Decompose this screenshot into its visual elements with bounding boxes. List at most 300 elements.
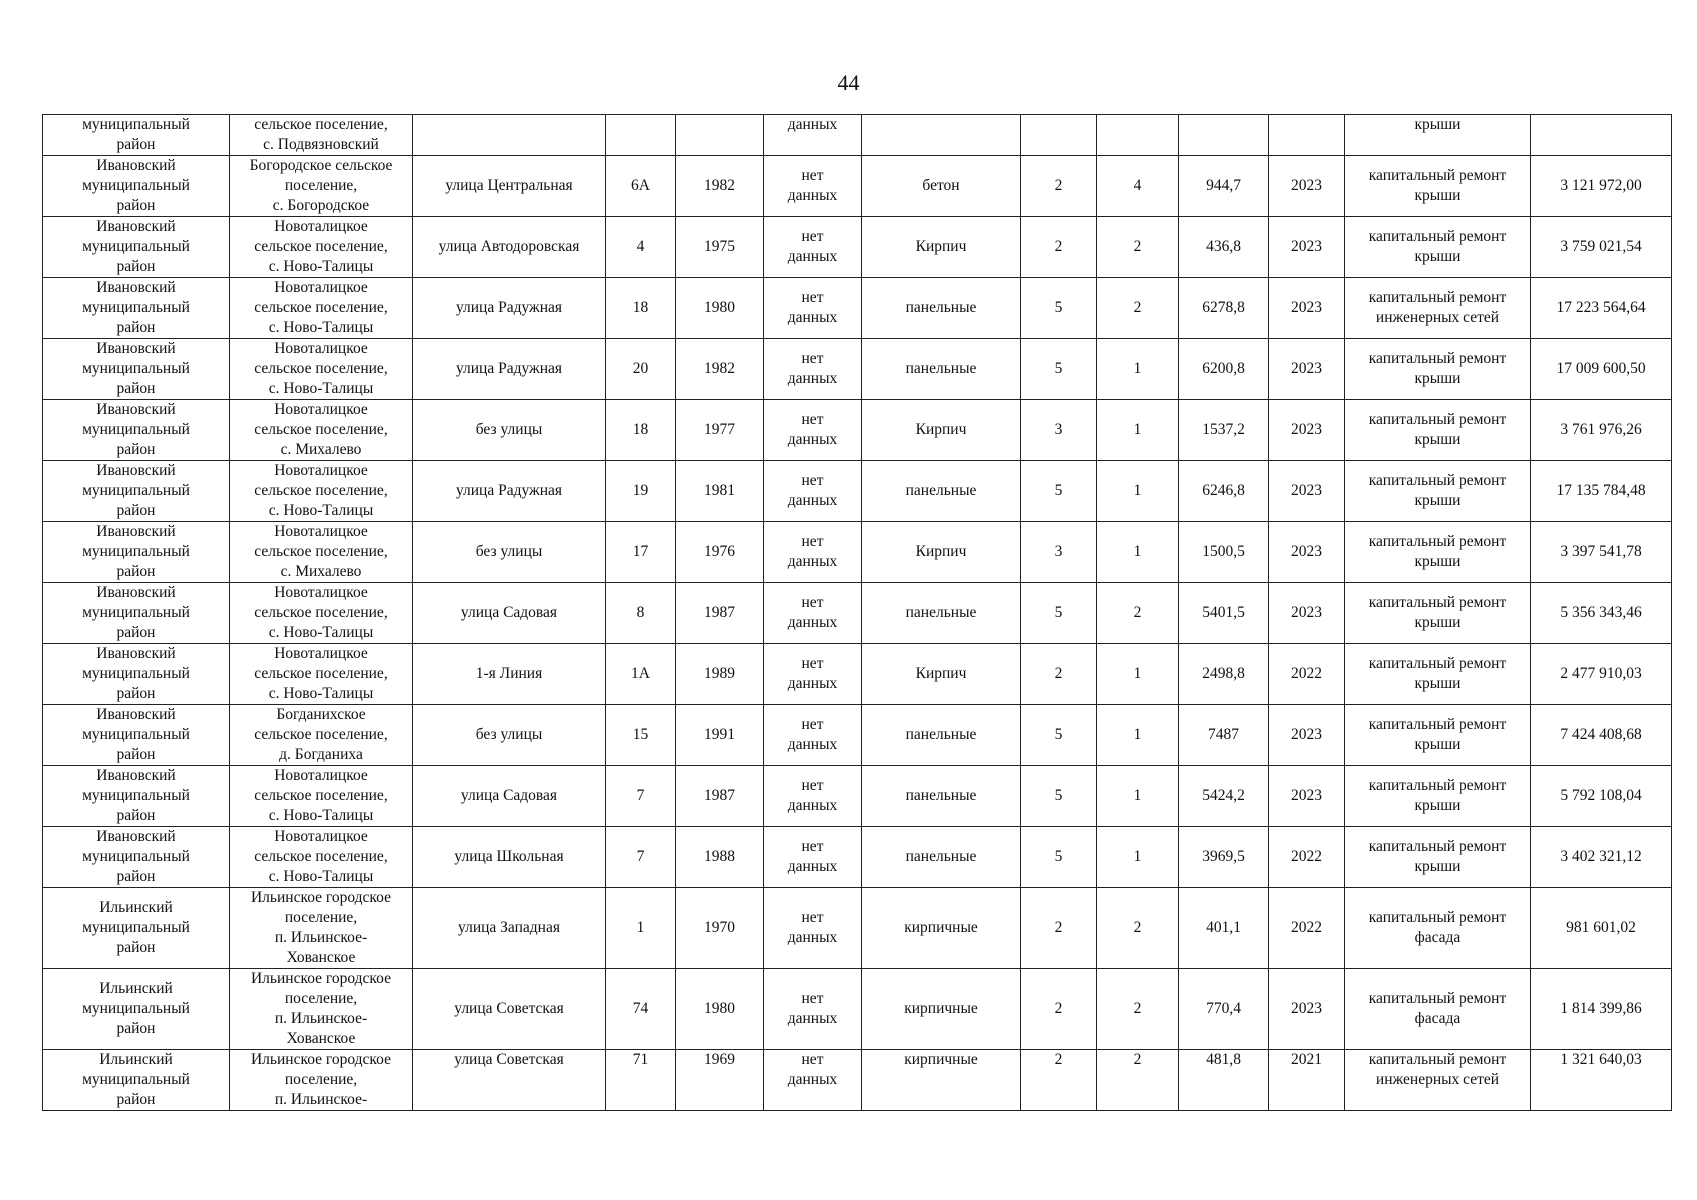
plan-year-cell (1269, 115, 1345, 156)
table-row (43, 278, 1672, 339)
cell-line: Хованское (286, 949, 356, 966)
cell-line: район (116, 685, 156, 702)
cell-line: капитальный ремонт (1368, 594, 1507, 611)
floors-cell: 2 (1021, 888, 1097, 969)
district-cell (43, 969, 230, 1050)
cell-line: нет (801, 655, 824, 672)
entrances-cell: 2 (1097, 1050, 1179, 1111)
cell-line: данных (787, 675, 838, 692)
work-type-cell (1345, 969, 1531, 1050)
house-number-cell: 1 (606, 888, 676, 969)
work-type-cell (1345, 888, 1531, 969)
build-year-cell: 1977 (676, 400, 764, 461)
cell-line: район (116, 807, 156, 824)
cell-line: капитальный ремонт (1368, 167, 1507, 184)
plan-year-cell: 2021 (1269, 1050, 1345, 1111)
cell-line: нет (801, 1051, 824, 1068)
entrances-cell: 1 (1097, 461, 1179, 522)
floors-cell: 2 (1021, 156, 1097, 217)
cell-line: муниципальный (82, 726, 190, 743)
district-cell (43, 705, 230, 766)
cell-line: муниципальный (82, 543, 190, 560)
table-row (43, 827, 1672, 888)
cost-cell: 5 356 343,46 (1531, 583, 1672, 644)
settlement-cell (230, 766, 413, 827)
entrances-cell: 2 (1097, 583, 1179, 644)
floors-cell: 5 (1021, 461, 1097, 522)
cell-line: Богданихское (276, 706, 366, 723)
cost-cell: 3 759 021,54 (1531, 217, 1672, 278)
cell-line: район (116, 197, 156, 214)
cell-line: нет (801, 990, 824, 1007)
area-cell (1179, 115, 1269, 156)
cell-line: муниципальный (82, 787, 190, 804)
table-row (43, 400, 1672, 461)
street-cell: 1-я Линия (413, 644, 606, 705)
settlement-cell (230, 217, 413, 278)
street-cell: улица Советская (413, 1050, 606, 1111)
house-number-cell: 6А (606, 156, 676, 217)
cell-line: муниципальный (82, 482, 190, 499)
cell-line: крыши (1414, 797, 1461, 814)
cost-cell: 17 223 564,64 (1531, 278, 1672, 339)
street-cell: улица Садовая (413, 766, 606, 827)
cost-cell: 3 397 541,78 (1531, 522, 1672, 583)
district-cell (43, 115, 230, 156)
street-cell: без улицы (413, 705, 606, 766)
cell-line: Ивановский (96, 340, 176, 357)
cell-line: крыши (1414, 614, 1461, 631)
cell-line: крыши (1414, 736, 1461, 753)
cell-line: нет (801, 228, 824, 245)
cell-line: Ильинское городское (250, 1051, 391, 1068)
wall-material-cell: Кирпич (862, 400, 1021, 461)
cell-line: с. Михалево (280, 563, 362, 580)
cell-line: крыши (1414, 187, 1461, 204)
build-year-cell: 1991 (676, 705, 764, 766)
table-row (43, 705, 1672, 766)
cell-line: муниципальный (82, 360, 190, 377)
cell-line: сельское поселение, (254, 482, 388, 499)
house-number-cell (606, 115, 676, 156)
cost-cell: 17 135 784,48 (1531, 461, 1672, 522)
plan-year-cell: 2023 (1269, 400, 1345, 461)
settlement-cell (230, 888, 413, 969)
cell-line: капитальный ремонт (1368, 228, 1507, 245)
reconstruction-cell (764, 644, 862, 705)
wall-material-cell: панельные (862, 278, 1021, 339)
cell-line: район (116, 624, 156, 641)
floors-cell: 5 (1021, 766, 1097, 827)
cell-line: нет (801, 411, 824, 428)
cell-line: капитальный ремонт (1368, 289, 1507, 306)
table-row (43, 888, 1672, 969)
build-year-cell: 1981 (676, 461, 764, 522)
housing-repair-table (42, 114, 1672, 1111)
floors-cell: 2 (1021, 969, 1097, 1050)
reconstruction-cell (764, 217, 862, 278)
wall-material-cell: кирпичные (862, 969, 1021, 1050)
wall-material-cell: Кирпич (862, 217, 1021, 278)
entrances-cell: 4 (1097, 156, 1179, 217)
cell-line: Хованское (286, 1030, 356, 1047)
district-cell (43, 1050, 230, 1111)
work-type-cell (1345, 1050, 1531, 1111)
cell-line: муниципальный (82, 665, 190, 682)
street-cell: улица Школьная (413, 827, 606, 888)
street-cell: улица Радужная (413, 461, 606, 522)
cell-line: нет (801, 594, 824, 611)
cell-line: крыши (1414, 116, 1461, 133)
cost-cell: 1 814 399,86 (1531, 969, 1672, 1050)
cell-line: муниципальный (82, 238, 190, 255)
house-number-cell: 19 (606, 461, 676, 522)
street-cell: улица Центральная (413, 156, 606, 217)
work-type-cell (1345, 115, 1531, 156)
cell-line: Ивановский (96, 218, 176, 235)
floors-cell: 2 (1021, 1050, 1097, 1111)
cell-line: капитальный ремонт (1368, 909, 1507, 926)
wall-material-cell: кирпичные (862, 1050, 1021, 1111)
area-cell: 1500,5 (1179, 522, 1269, 583)
area-cell: 770,4 (1179, 969, 1269, 1050)
cell-line: муниципальный (82, 421, 190, 438)
build-year-cell: 1989 (676, 644, 764, 705)
cell-line: муниципальный (82, 116, 190, 133)
settlement-cell (230, 705, 413, 766)
area-cell: 7487 (1179, 705, 1269, 766)
street-cell: без улицы (413, 522, 606, 583)
wall-material-cell: панельные (862, 705, 1021, 766)
cell-line: данных (787, 492, 838, 509)
cell-line: с. Ново-Талицы (268, 868, 374, 885)
area-cell: 5401,5 (1179, 583, 1269, 644)
cell-line: данных (787, 187, 838, 204)
table-row (43, 522, 1672, 583)
settlement-cell (230, 156, 413, 217)
cost-cell: 1 321 640,03 (1531, 1050, 1672, 1111)
cell-line: сельское поселение, (254, 787, 388, 804)
wall-material-cell: панельные (862, 461, 1021, 522)
cell-line: сельское поселение, (254, 238, 388, 255)
cell-line: капитальный ремонт (1368, 533, 1507, 550)
cell-line: нет (801, 472, 824, 489)
work-type-cell (1345, 644, 1531, 705)
reconstruction-cell (764, 1050, 862, 1111)
cell-line: крыши (1414, 248, 1461, 265)
cost-cell: 2 477 910,03 (1531, 644, 1672, 705)
cell-line: район (116, 136, 156, 153)
cell-line: данных (787, 309, 838, 326)
cell-line: Ильинское городское (250, 889, 391, 906)
cell-line: данных (787, 370, 838, 387)
cell-line: Новоталицкое (274, 462, 368, 479)
plan-year-cell: 2023 (1269, 766, 1345, 827)
settlement-cell (230, 115, 413, 156)
work-type-cell (1345, 522, 1531, 583)
district-cell (43, 461, 230, 522)
cell-line: Ильинский (99, 899, 173, 916)
cell-line: Ивановский (96, 706, 176, 723)
build-year-cell: 1987 (676, 583, 764, 644)
cell-line: нет (801, 167, 824, 184)
build-year-cell (676, 115, 764, 156)
house-number-cell: 1А (606, 644, 676, 705)
build-year-cell: 1988 (676, 827, 764, 888)
cell-line: крыши (1414, 858, 1461, 875)
cell-line: Ивановский (96, 462, 176, 479)
cell-line: крыши (1414, 675, 1461, 692)
cost-cell: 17 009 600,50 (1531, 339, 1672, 400)
cell-line: нет (801, 350, 824, 367)
cell-line: Новоталицкое (274, 340, 368, 357)
district-cell (43, 217, 230, 278)
entrances-cell (1097, 115, 1179, 156)
table-row (43, 339, 1672, 400)
cell-line: капитальный ремонт (1368, 838, 1507, 855)
cell-line: поселение, (284, 990, 358, 1007)
street-cell: улица Садовая (413, 583, 606, 644)
cell-line: с. Ново-Талицы (268, 624, 374, 641)
cell-line: данных (787, 1071, 838, 1088)
reconstruction-cell (764, 583, 862, 644)
cell-line: д. Богданиха (279, 746, 363, 763)
wall-material-cell (862, 115, 1021, 156)
district-cell (43, 278, 230, 339)
house-number-cell: 7 (606, 827, 676, 888)
work-type-cell (1345, 156, 1531, 217)
cell-line: данных (787, 858, 838, 875)
cell-line: п. Ильинское- (274, 1091, 368, 1108)
cell-line: Новоталицкое (274, 584, 368, 601)
cell-line: Новоталицкое (274, 218, 368, 235)
work-type-cell (1345, 583, 1531, 644)
house-number-cell: 74 (606, 969, 676, 1050)
district-cell (43, 827, 230, 888)
cell-line: капитальный ремонт (1368, 990, 1507, 1007)
cell-line: Новоталицкое (274, 645, 368, 662)
build-year-cell: 1980 (676, 969, 764, 1050)
entrances-cell: 1 (1097, 400, 1179, 461)
house-number-cell: 17 (606, 522, 676, 583)
floors-cell: 5 (1021, 339, 1097, 400)
street-cell: без улицы (413, 400, 606, 461)
plan-year-cell: 2022 (1269, 827, 1345, 888)
cell-line: с. Подвязновский (263, 136, 379, 153)
cell-line: данных (787, 614, 838, 631)
plan-year-cell: 2023 (1269, 969, 1345, 1050)
cell-line: сельское поселение, (254, 116, 388, 133)
cell-line: инженерных сетей (1375, 1071, 1500, 1088)
cost-cell: 3 761 976,26 (1531, 400, 1672, 461)
cell-line: с. Ново-Талицы (268, 258, 374, 275)
cell-line: п. Ильинское- (274, 1010, 368, 1027)
cell-line: муниципальный (82, 1000, 190, 1017)
cost-cell: 5 792 108,04 (1531, 766, 1672, 827)
cell-line: данных (787, 248, 838, 265)
cell-line: нет (801, 533, 824, 550)
entrances-cell: 2 (1097, 888, 1179, 969)
cell-line: нет (801, 777, 824, 794)
settlement-cell (230, 400, 413, 461)
street-cell: улица Радужная (413, 278, 606, 339)
cell-line: поселение, (284, 1071, 358, 1088)
table-row (43, 156, 1672, 217)
cell-line: сельское поселение, (254, 848, 388, 865)
table-row (43, 115, 1672, 156)
area-cell: 3969,5 (1179, 827, 1269, 888)
cell-line: район (116, 502, 156, 519)
cell-line: с. Ново-Талицы (268, 380, 374, 397)
settlement-cell (230, 969, 413, 1050)
cell-line: сельское поселение, (254, 543, 388, 560)
floors-cell: 2 (1021, 217, 1097, 278)
street-cell: улица Радужная (413, 339, 606, 400)
cell-line: Ивановский (96, 828, 176, 845)
cell-line: с. Ново-Талицы (268, 685, 374, 702)
cell-line: муниципальный (82, 1071, 190, 1088)
wall-material-cell: бетон (862, 156, 1021, 217)
work-type-cell (1345, 217, 1531, 278)
reconstruction-cell (764, 827, 862, 888)
plan-year-cell: 2023 (1269, 522, 1345, 583)
reconstruction-cell (764, 888, 862, 969)
district-cell (43, 583, 230, 644)
cell-line: район (116, 1091, 156, 1108)
cell-line: поселение, (284, 177, 358, 194)
area-cell: 1537,2 (1179, 400, 1269, 461)
reconstruction-cell (764, 339, 862, 400)
settlement-cell (230, 644, 413, 705)
district-cell (43, 888, 230, 969)
work-type-cell (1345, 278, 1531, 339)
cell-line: Ильинский (99, 980, 173, 997)
cell-line: данных (787, 553, 838, 570)
settlement-cell (230, 339, 413, 400)
build-year-cell: 1969 (676, 1050, 764, 1111)
cell-line: с. Богородское (272, 197, 370, 214)
reconstruction-cell (764, 969, 862, 1050)
build-year-cell: 1982 (676, 339, 764, 400)
entrances-cell: 2 (1097, 969, 1179, 1050)
entrances-cell: 1 (1097, 827, 1179, 888)
district-cell (43, 156, 230, 217)
cell-line: сельское поселение, (254, 360, 388, 377)
cost-cell: 7 424 408,68 (1531, 705, 1672, 766)
cost-cell: 981 601,02 (1531, 888, 1672, 969)
floors-cell: 2 (1021, 644, 1097, 705)
cell-line: муниципальный (82, 177, 190, 194)
reconstruction-cell (764, 705, 862, 766)
cell-line: Новоталицкое (274, 767, 368, 784)
table-row (43, 766, 1672, 827)
cell-line: Новоталицкое (274, 401, 368, 418)
cell-line: данных (787, 736, 838, 753)
wall-material-cell: панельные (862, 339, 1021, 400)
settlement-cell (230, 1050, 413, 1111)
house-number-cell: 18 (606, 278, 676, 339)
cell-line: капитальный ремонт (1368, 655, 1507, 672)
entrances-cell: 1 (1097, 339, 1179, 400)
cell-line: фасада (1414, 1010, 1461, 1027)
cell-line: Ивановский (96, 279, 176, 296)
area-cell: 944,7 (1179, 156, 1269, 217)
wall-material-cell: панельные (862, 766, 1021, 827)
table-row (43, 461, 1672, 522)
reconstruction-cell (764, 522, 862, 583)
cell-line: фасада (1414, 929, 1461, 946)
street-cell (413, 115, 606, 156)
cell-line: сельское поселение, (254, 665, 388, 682)
work-type-cell (1345, 827, 1531, 888)
cell-line: сельское поселение, (254, 726, 388, 743)
street-cell: улица Советская (413, 969, 606, 1050)
cell-line: крыши (1414, 492, 1461, 509)
work-type-cell (1345, 705, 1531, 766)
wall-material-cell: кирпичные (862, 888, 1021, 969)
cell-line: район (116, 319, 156, 336)
table-row (43, 1050, 1672, 1111)
cell-line: муниципальный (82, 919, 190, 936)
cell-line: крыши (1414, 431, 1461, 448)
build-year-cell: 1982 (676, 156, 764, 217)
cell-line: район (116, 441, 156, 458)
floors-cell: 5 (1021, 705, 1097, 766)
plan-year-cell: 2023 (1269, 156, 1345, 217)
cell-line: данных (787, 431, 838, 448)
cell-line: Ивановский (96, 584, 176, 601)
wall-material-cell: Кирпич (862, 644, 1021, 705)
district-cell (43, 644, 230, 705)
house-number-cell: 20 (606, 339, 676, 400)
cell-line: район (116, 868, 156, 885)
cell-line: Ивановский (96, 767, 176, 784)
wall-material-cell: Кирпич (862, 522, 1021, 583)
cell-line: крыши (1414, 370, 1461, 387)
build-year-cell: 1975 (676, 217, 764, 278)
cell-line: данных (787, 116, 838, 133)
entrances-cell: 1 (1097, 705, 1179, 766)
area-cell: 436,8 (1179, 217, 1269, 278)
wall-material-cell: панельные (862, 583, 1021, 644)
district-cell (43, 766, 230, 827)
floors-cell: 3 (1021, 400, 1097, 461)
cell-line: Ивановский (96, 157, 176, 174)
house-number-cell: 8 (606, 583, 676, 644)
area-cell: 401,1 (1179, 888, 1269, 969)
settlement-cell (230, 827, 413, 888)
cell-line: Ивановский (96, 645, 176, 662)
cell-line: крыши (1414, 553, 1461, 570)
plan-year-cell: 2023 (1269, 217, 1345, 278)
cell-line: капитальный ремонт (1368, 472, 1507, 489)
work-type-cell (1345, 461, 1531, 522)
cell-line: Ильинское городское (250, 970, 391, 987)
build-year-cell: 1987 (676, 766, 764, 827)
street-cell: улица Западная (413, 888, 606, 969)
cell-line: Новоталицкое (274, 279, 368, 296)
area-cell: 481,8 (1179, 1050, 1269, 1111)
wall-material-cell: панельные (862, 827, 1021, 888)
settlement-cell (230, 522, 413, 583)
cell-line: муниципальный (82, 848, 190, 865)
plan-year-cell: 2023 (1269, 339, 1345, 400)
area-cell: 6278,8 (1179, 278, 1269, 339)
cell-line: капитальный ремонт (1368, 777, 1507, 794)
reconstruction-cell (764, 400, 862, 461)
cell-line: Новоталицкое (274, 523, 368, 540)
cell-line: сельское поселение, (254, 299, 388, 316)
